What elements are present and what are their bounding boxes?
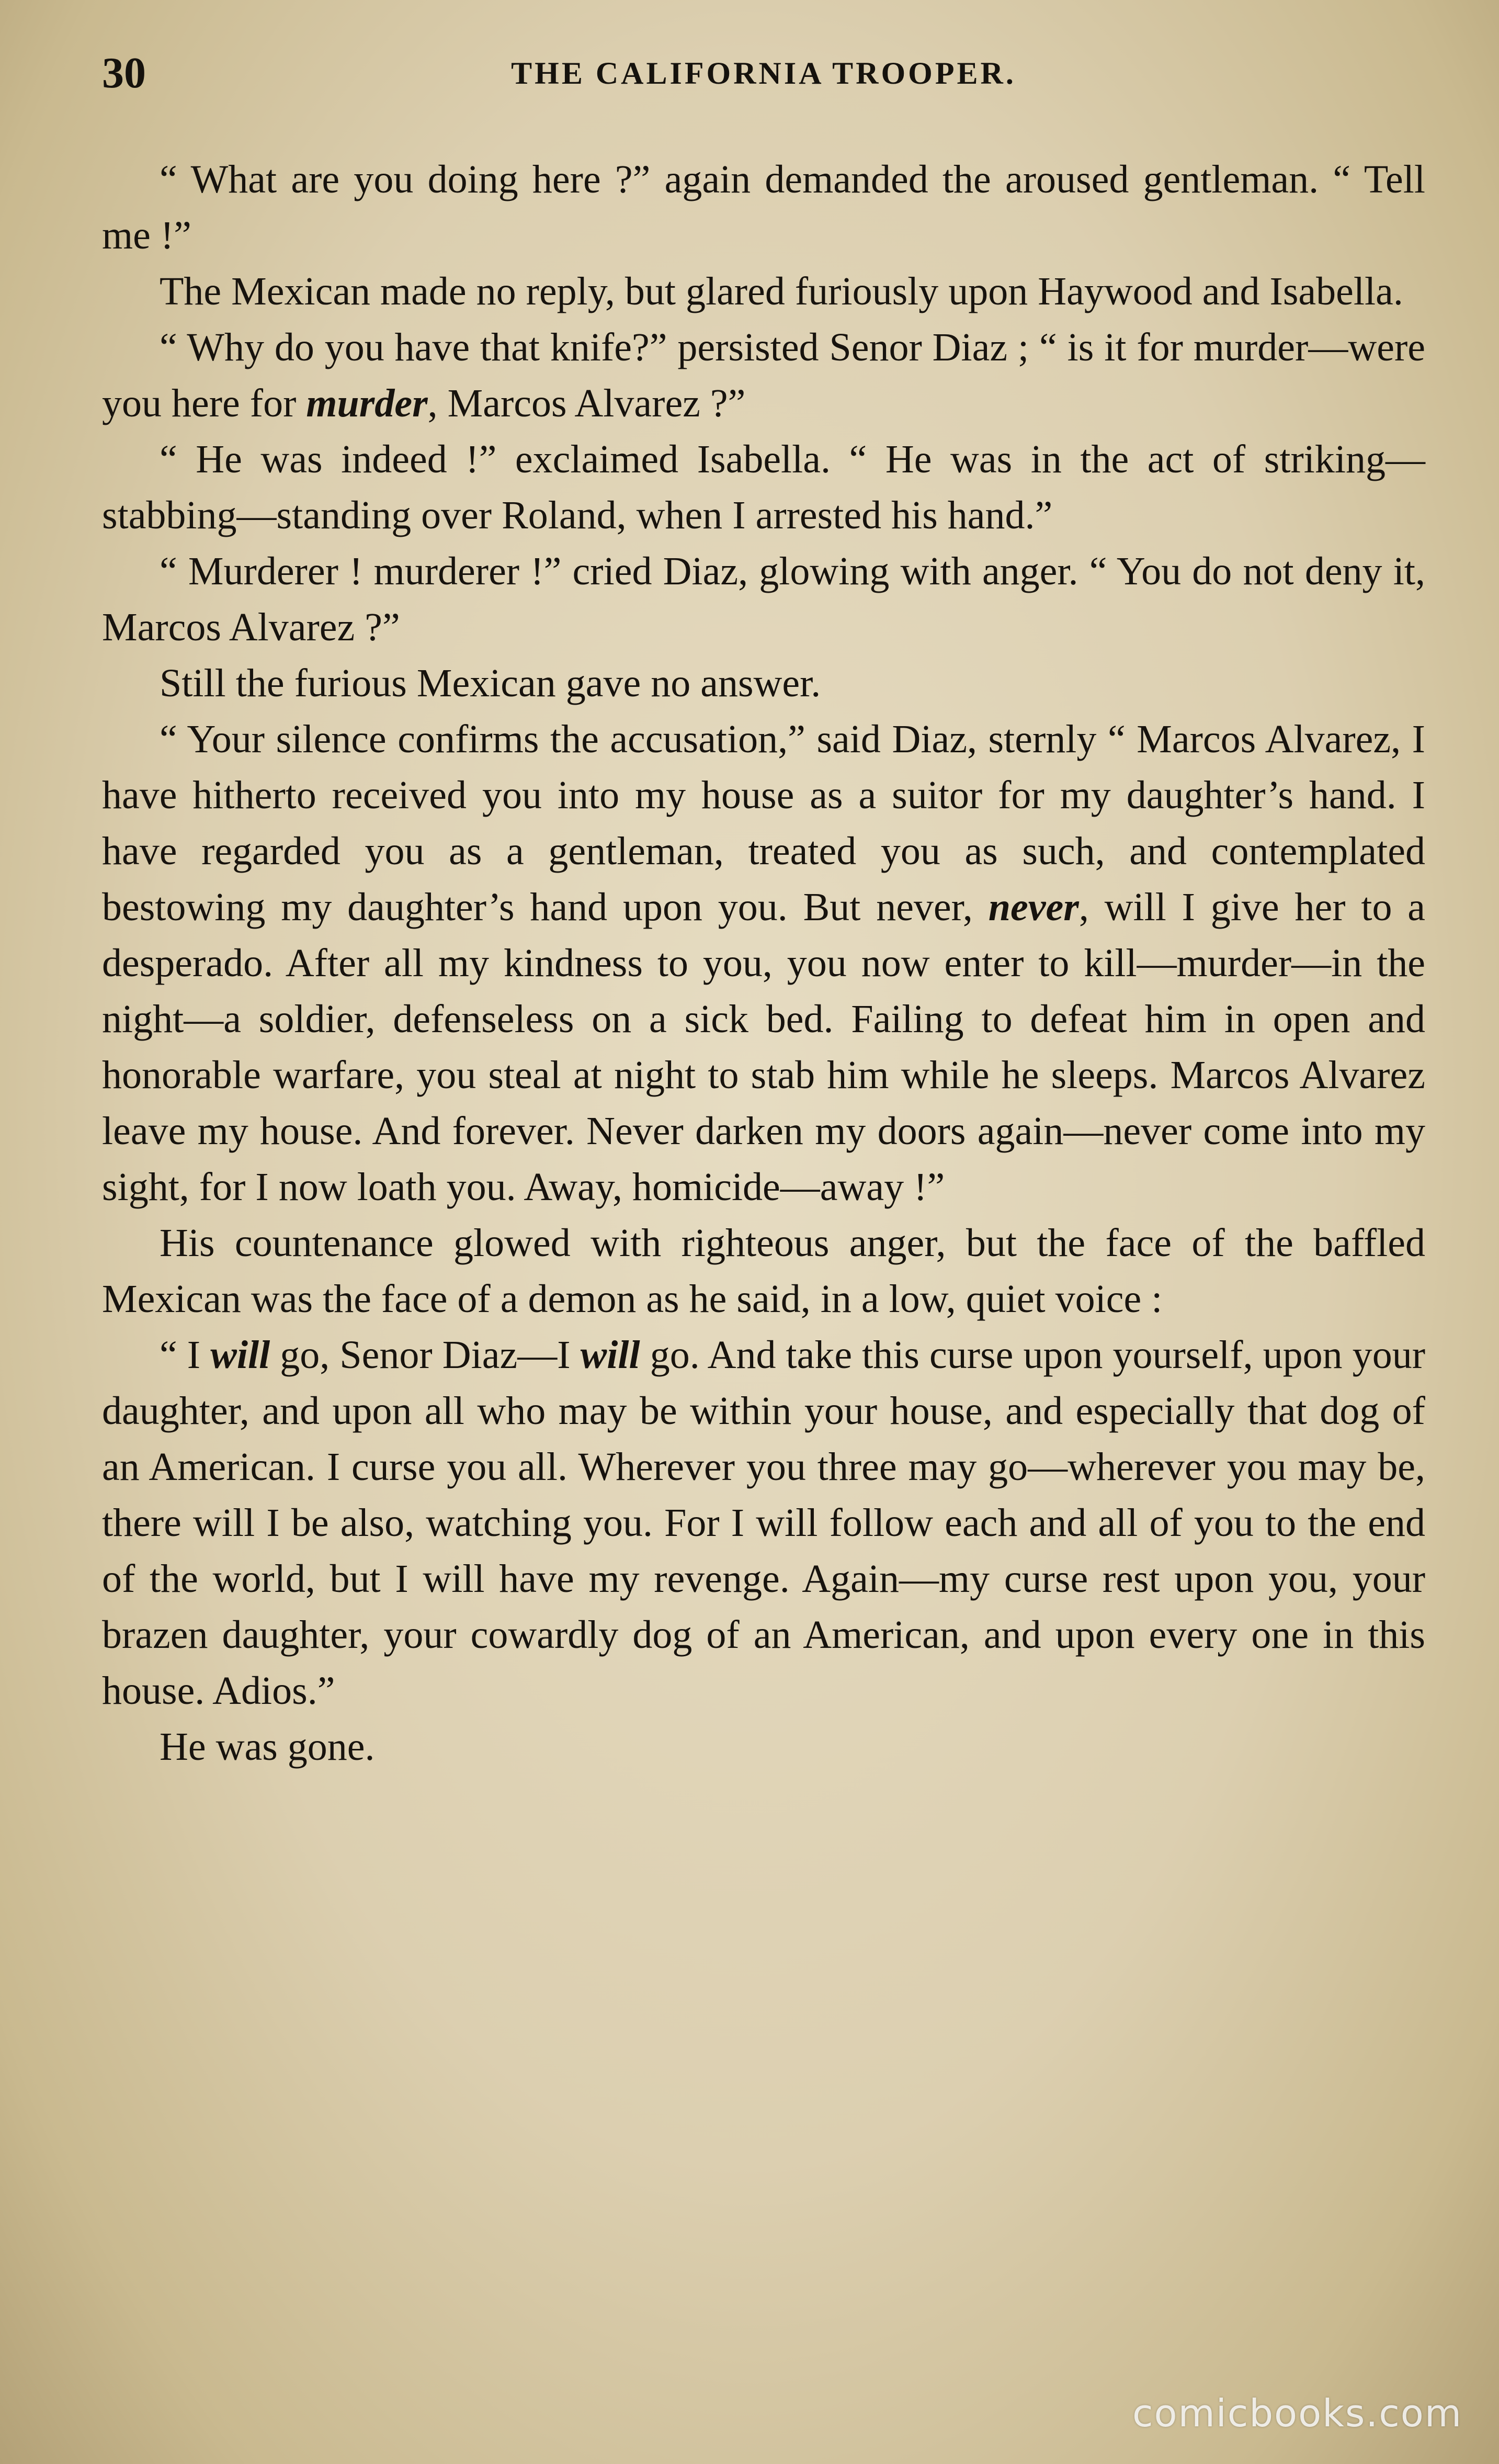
paragraph-text: “ I <box>160 1333 211 1377</box>
paragraph-text: , Marcos Alvarez ?” <box>427 381 746 425</box>
paragraph <box>102 655 1425 711</box>
emphasis-text: will <box>580 1333 640 1377</box>
body-text <box>102 152 1425 1775</box>
paragraph <box>102 711 1425 1215</box>
paragraph-text: “ Your silence confirms the accusation,” said Diaz, sternly “ Marcos Alvarez, I have hitherto received you into my house as a suitor for my daughter’s hand. I have regarded you as a gentleman, treated you as such, and contemplated bestowing my daughter’s hand upon you. But never, <box>102 717 1425 929</box>
paragraph <box>102 320 1425 432</box>
paragraph <box>102 544 1425 655</box>
page-number: 30 <box>102 49 146 97</box>
page-header <box>102 39 1425 107</box>
emphasis-text: will <box>210 1333 270 1377</box>
paragraph-text: , will I give her to a desperado. After all my kindness to you, you now enter to kill—murder—in the night—a soldier, defenseless on a sick bed. Failing to defeat him in open and honorable warfare, you steal at night to stab him while he sleeps. Marcos Alvarez leave my house. And forever. Never darken my doors again—never come into my sight, for I now loath you. Away, homicide—away !” <box>102 885 1425 1209</box>
paragraph <box>102 152 1425 264</box>
paragraph-text: go, Senor Diaz—I <box>270 1333 581 1377</box>
paragraph <box>102 1327 1425 1719</box>
paragraph-text: “ Murderer ! murderer !” cried Diaz, glowing with anger. “ You do not deny it, Marcos Alvarez ?” <box>102 549 1425 649</box>
paragraph <box>102 264 1425 320</box>
show-through-text <box>94 1779 1428 2433</box>
paragraph-text: “ Why do you have that knife?” persisted Senor Diaz ; “ is it for murder—were you here for <box>102 325 1425 425</box>
paragraph-text: The Mexican made no reply, but glared furiously upon Haywood and Isabella. <box>160 269 1403 313</box>
paragraph <box>102 1719 1425 1775</box>
paragraph <box>102 1215 1425 1327</box>
paragraph <box>102 432 1425 544</box>
paragraph-text: He was gone. <box>160 1725 375 1769</box>
paragraph-text: go. And take this curse upon yourself, upon your daughter, and upon all who may be within your house, and especially that dog of an American. I curse you all. Wherever you three may go—wherever you may be, there will I be also, watching you. For I will follow each and all of you to the end of the world, but I will have my revenge. Again—my curse rest upon you, your brazen daughter, your cowardly dog of an American, and upon every one in this house. Adios.” <box>102 1333 1426 1713</box>
paragraph-text: Still the furious Mexican gave no answer. <box>160 661 821 705</box>
paragraph-text: “ What are you doing here ?” again demanded the aroused gentleman. “ Tell me !” <box>102 157 1425 257</box>
emphasis-text: never <box>988 885 1079 929</box>
emphasis-text: murder <box>306 381 428 425</box>
watermark: comicbooks.com <box>1132 2391 1462 2435</box>
paragraph-text: His countenance glowed with righteous anger, but the face of the baffled Mexican was the face of a demon as he said, in a low, quiet voice : <box>102 1221 1425 1321</box>
running-title: THE CALIFORNIA TROOPER. <box>511 56 1016 91</box>
paragraph-text: “ He was indeed !” exclaimed Isabella. “ He was in the act of striking—stabbing—standing over Roland, when I arrested his hand.” <box>102 437 1425 537</box>
